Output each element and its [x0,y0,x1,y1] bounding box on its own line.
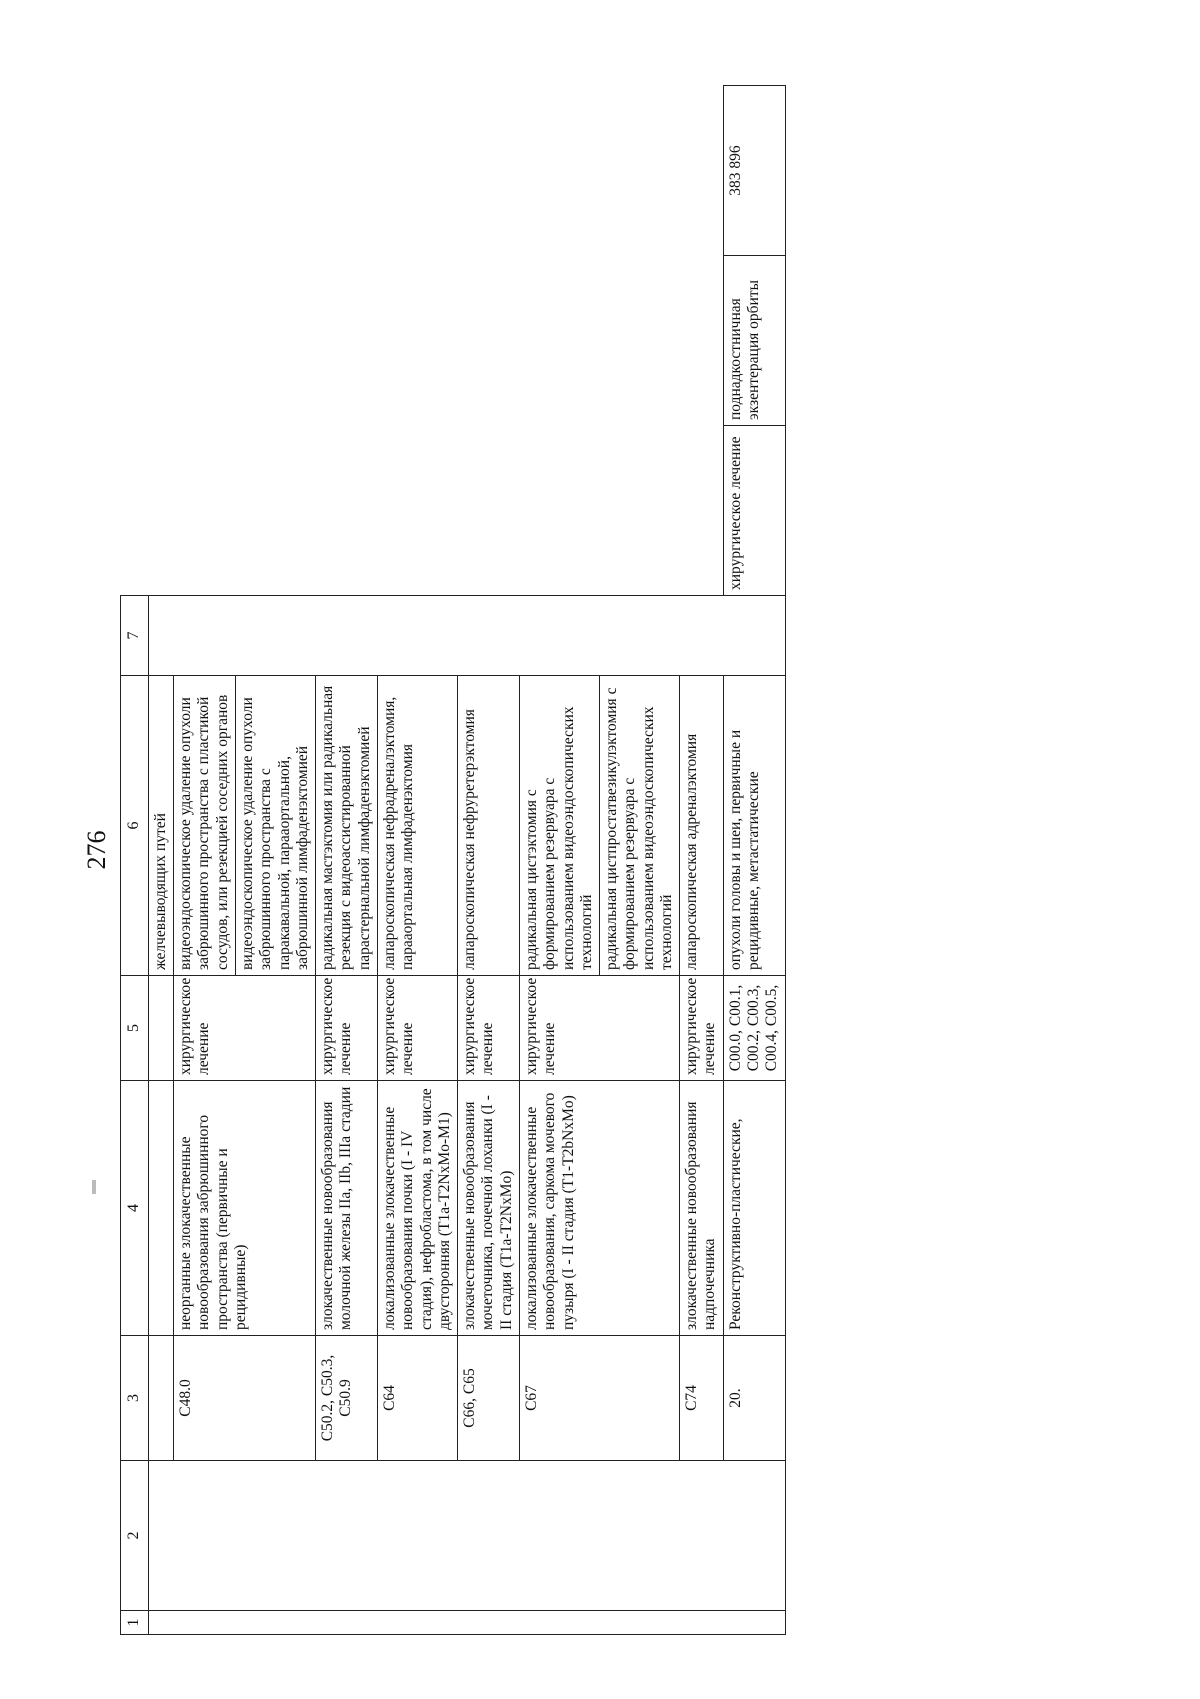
cell-icd-code: С64 [377,1336,457,1461]
cell-blank [148,1081,173,1336]
cell-blank [148,1336,173,1461]
cell-col7-blank [148,596,785,676]
cell-procedure: видеоэндоскопическое удаление опухоли забрюшинного пространства с пластикой сосудов, или резекцией соседних органов [174,676,236,976]
cell-diagnosis: опухоли головы и шеи, первичные и рецидивные, метастатические [723,676,785,976]
header-col-6: 6 [121,676,149,976]
table-row [680,86,724,1635]
cell-icd-code: С50.2, С50.3, С50.9 [316,1336,378,1461]
table-row [174,86,236,1635]
cell-diagnosis: локализованные злокачественные новообразования почки (I - IV стадия), нефробластома, в том числе двусторонняя (T1a-T2NxMo-M1) [377,1081,457,1336]
cell-icd-code: С67 [519,1336,679,1461]
cell-diagnosis: злокачественные новообразования молочной железы IIa, IIb, IIIa стадии [316,1081,378,1336]
table-row [723,86,785,1635]
cell-treatment-type: хирургическое лечение [316,976,378,1081]
medical-procedures-table [120,85,786,1635]
cell-treatment-type: хирургическое лечение [458,976,520,1081]
cell-icd-code: С66, С65 [458,1336,520,1461]
cell-treatment-type: хирургическое лечение [723,426,785,596]
cell-cost: 383 896 [723,86,785,256]
cell-procedure: радикальная цистэктомия с формированием резервуара с использованием видеоэндоскопических технологий [519,676,599,976]
rotated-table-sheet [120,85,1080,1635]
cell-procedure: желчевыводящих путей [148,676,173,976]
cell-procedure: радикальная цистпростатвезикулэктомия с формированием резервуара с использованием видеоэндоскопических технологий [600,676,680,976]
scan-speck [92,1180,96,1194]
cell-procedure: видеоэндоскопическое удаление опухоли забрюшинного пространства с паракавальной, парааортальной, забрюшинной лимфаденэктомией [236,676,316,976]
cell-diagnosis: злокачественные новообразования мочеточника, почечной лоханки (I - II стадия (T1a-T2NxMo) [458,1081,520,1336]
cell-treatment-type: хирургическое лечение [680,976,724,1081]
cell-procedure: радикальная мастэктомия или радикальная резекция с видеоассистированной парастернальной лимфаденэктомией [316,676,378,976]
cell-blank [148,976,173,1081]
cell-diagnosis: неорганные злокачественные новообразования забрюшинного пространства (первичные и рецидивные) [174,1081,316,1336]
cell-col2-blank [148,1461,785,1611]
cell-procedure: лапароскопическая нефрадреналэктомия, парааортальная лимфаденэктомия [377,676,457,976]
table-row [519,86,599,1635]
cell-care-type: Реконструктивно-пластические, [723,1081,785,1336]
cell-col1-blank [148,1611,785,1635]
header-col-4: 4 [121,1081,149,1336]
header-col-5: 5 [121,976,149,1081]
header-col-7: 7 [121,596,149,676]
table-row [316,86,378,1635]
cell-icd-code: С00.0, С00.1, С00.2, С00.3, С00.4, С00.5, [723,976,785,1081]
cell-treatment-type: хирургическое лечение [174,976,316,1081]
cell-procedure: поднадкостничная экзентерация орбиты [723,256,785,426]
cell-procedure: лапароскопическая нефруретерэктомия [458,676,520,976]
table-row [377,86,457,1635]
cell-procedure: лапароскопическая адреналэктомия [680,676,724,976]
cell-row-number: 20. [723,1336,785,1461]
table-row [148,86,173,1635]
cell-icd-code: С48.0 [174,1336,316,1461]
header-col-3: 3 [121,1336,149,1461]
cell-icd-code: С74 [680,1336,724,1461]
cell-diagnosis: локализованные злокачественные новообразования, саркома мочевого пузыря (I - II стадия (T1-T2bNxMo) [519,1081,679,1336]
header-col-2: 2 [121,1461,149,1611]
cell-diagnosis: злокачественные новообразования надпочечника [680,1081,724,1336]
cell-treatment-type: хирургическое лечение [377,976,457,1081]
header-col-1: 1 [121,1611,149,1635]
page-number: 276 [82,830,111,870]
header-row [121,86,149,1635]
cell-treatment-type: хирургическое лечение [519,976,679,1081]
table-row [458,86,520,1635]
